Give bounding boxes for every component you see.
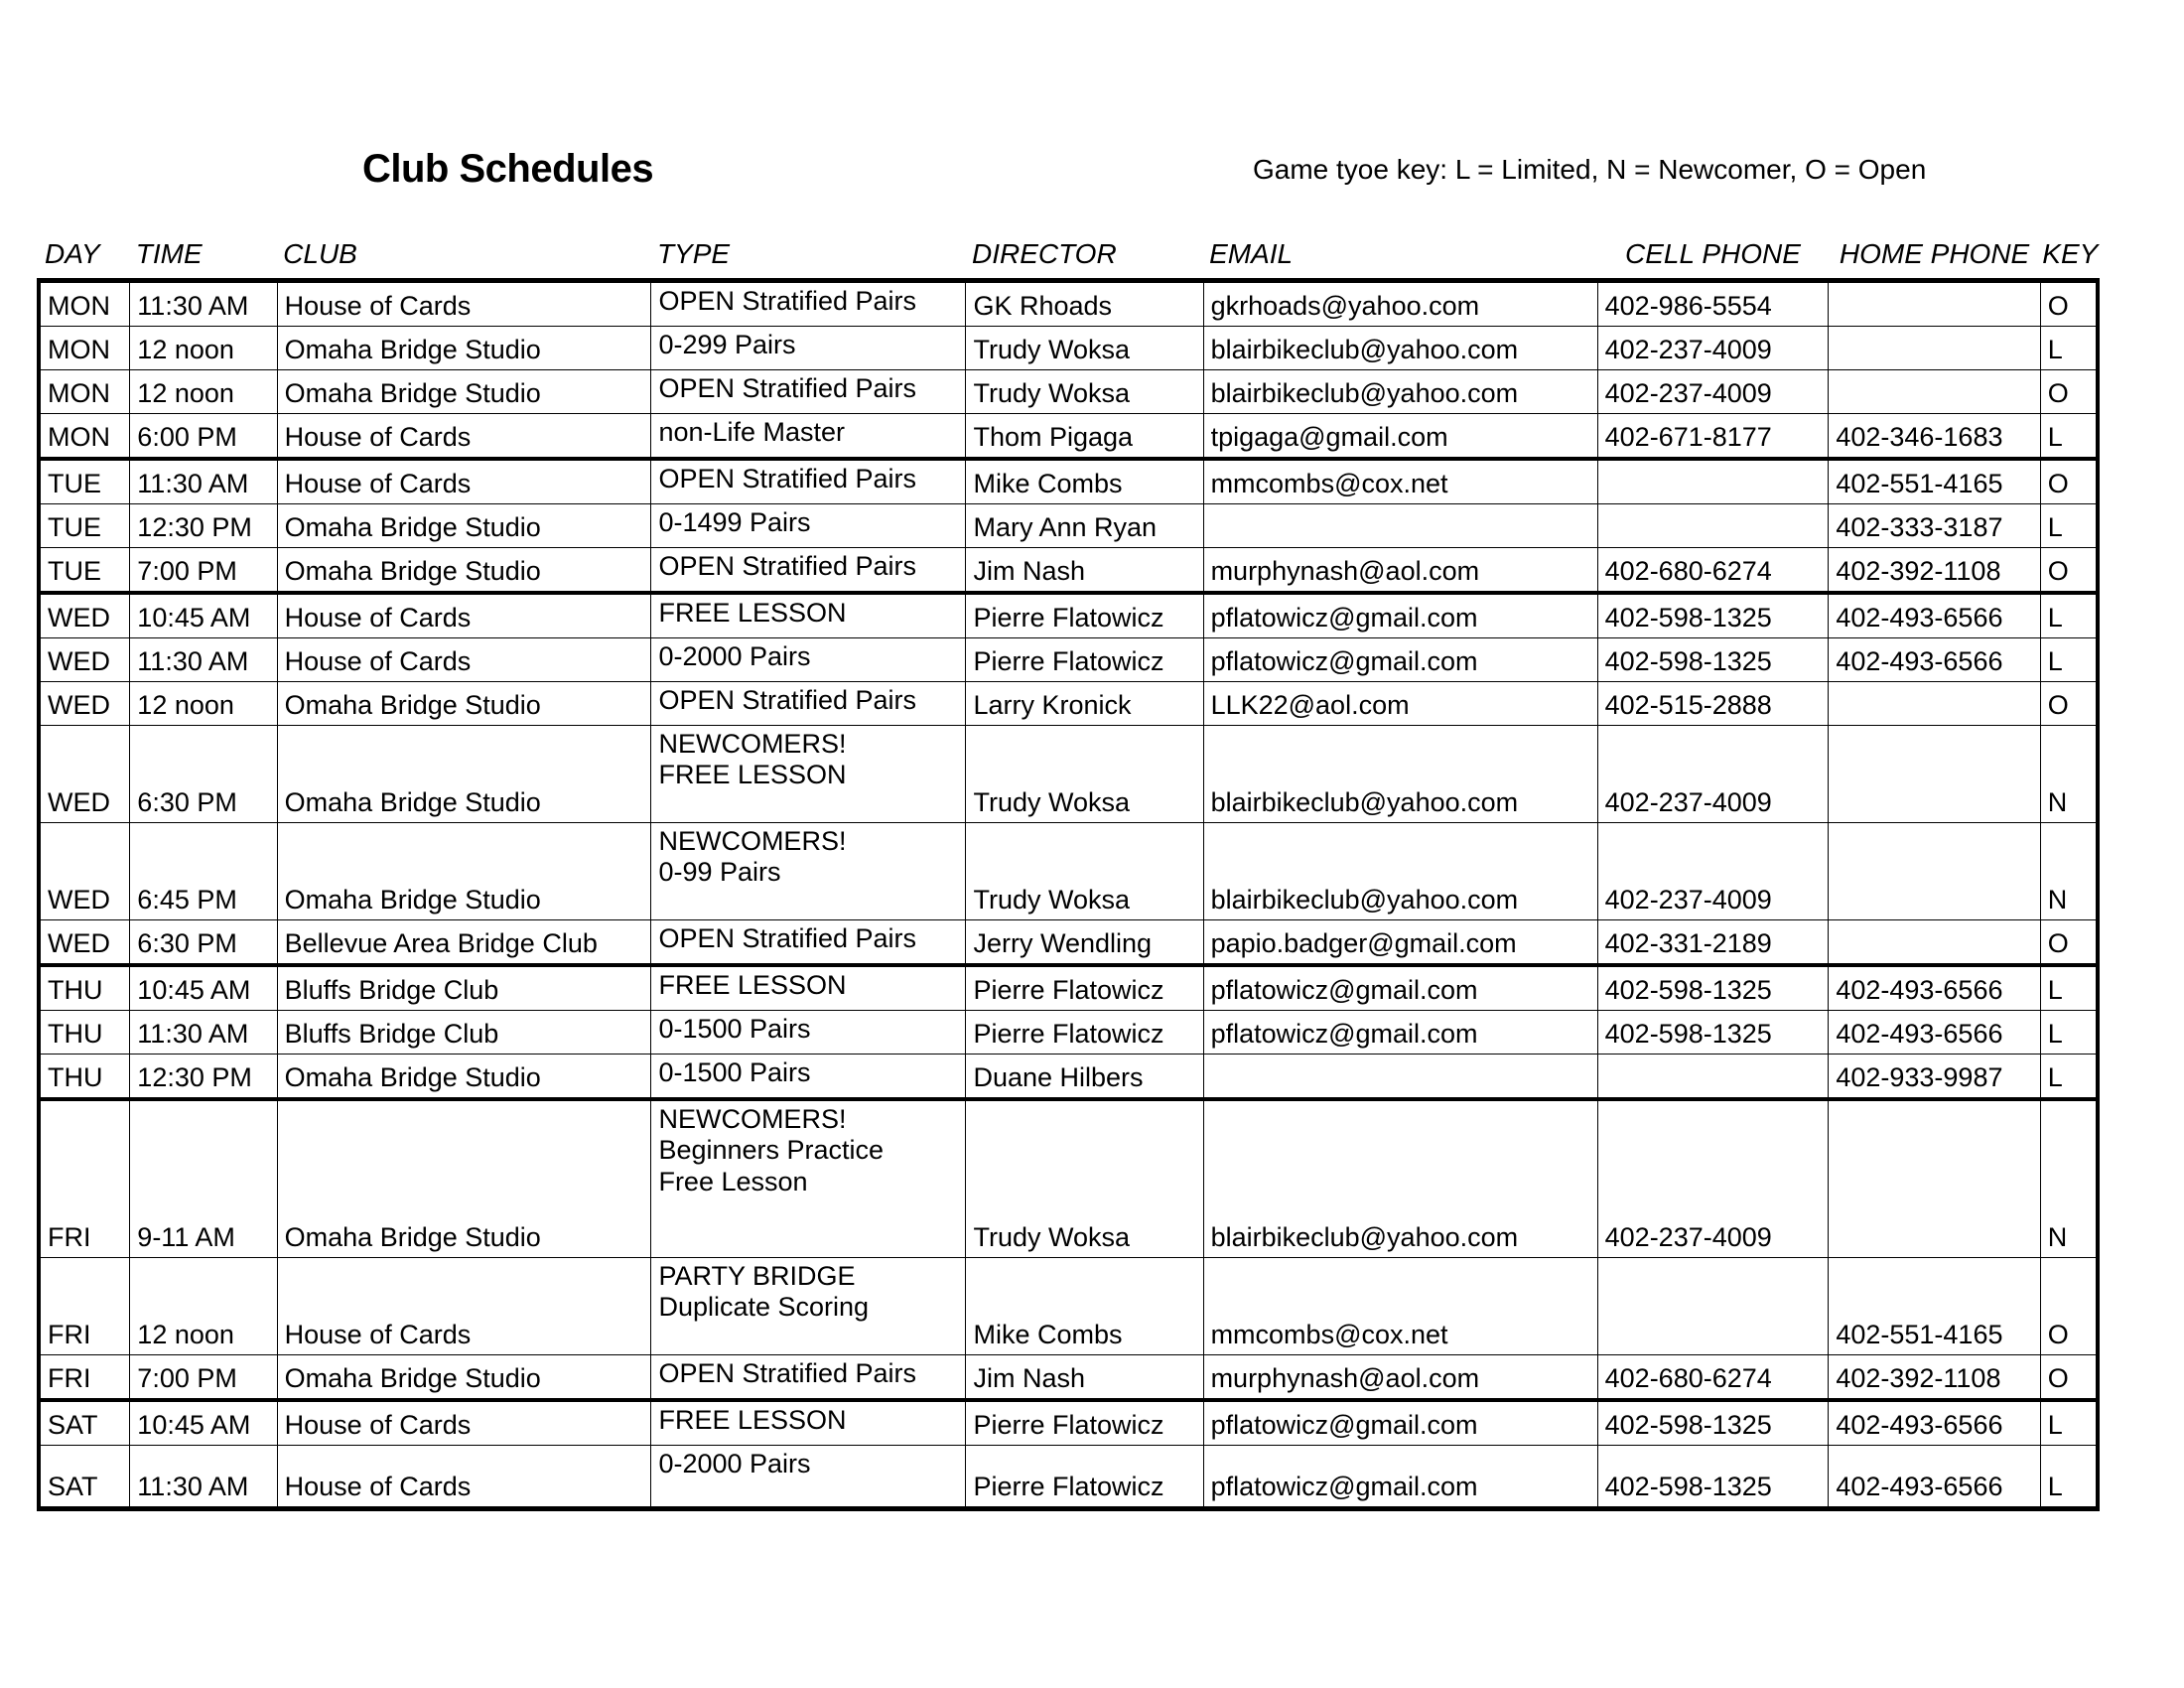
- cell-type: [651, 593, 966, 638]
- cell-home-phone: 402-493-6566: [1829, 1446, 2040, 1509]
- table-row: [39, 1355, 2098, 1401]
- cell-home-phone: 402-493-6566: [1829, 1400, 2040, 1446]
- cell-home-phone: 402-551-4165: [1829, 459, 2040, 504]
- cell-home-phone: 402-493-6566: [1829, 593, 2040, 638]
- cell-time: 12 noon: [130, 370, 277, 414]
- cell-key: L: [2040, 504, 2098, 548]
- cell-home-phone: [1829, 1099, 2040, 1258]
- cell-director: Jerry Wendling: [966, 920, 1203, 966]
- cell-day: SAT: [39, 1400, 130, 1446]
- cell-director: Thom Pigaga: [966, 414, 1203, 460]
- cell-club: Omaha Bridge Studio: [277, 370, 651, 414]
- cell-type: [651, 504, 966, 548]
- cell-director: Trudy Woksa: [966, 726, 1203, 823]
- cell-type-line: Free Lesson: [658, 1166, 808, 1196]
- cell-time: 6:00 PM: [130, 414, 277, 460]
- cell-type: [651, 823, 966, 920]
- cell-time: 11:30 AM: [130, 638, 277, 682]
- cell-day: THU: [39, 965, 130, 1011]
- table-row: [39, 414, 2098, 460]
- table-row: [39, 682, 2098, 726]
- cell-cell-phone: 402-237-4009: [1597, 1099, 1829, 1258]
- table-row: [39, 1446, 2098, 1509]
- cell-club: Omaha Bridge Studio: [277, 504, 651, 548]
- cell-email: LLK22@aol.com: [1203, 682, 1597, 726]
- cell-director: Pierre Flatowicz: [966, 638, 1203, 682]
- cell-email: pflatowicz@gmail.com: [1203, 1446, 1597, 1509]
- column-header-club: CLUB: [283, 238, 357, 269]
- cell-director: Pierre Flatowicz: [966, 1446, 1203, 1509]
- cell-time: 6:45 PM: [130, 823, 277, 920]
- cell-cell-phone: 402-598-1325: [1597, 593, 1829, 638]
- cell-cell-phone: [1597, 504, 1829, 548]
- table-row: [39, 920, 2098, 966]
- cell-email: tpigaga@gmail.com: [1203, 414, 1597, 460]
- cell-email: [1203, 1055, 1597, 1100]
- cell-cell-phone: 402-598-1325: [1597, 1011, 1829, 1055]
- cell-email: murphynash@aol.com: [1203, 1355, 1597, 1401]
- cell-email: mmcombs@cox.net: [1203, 459, 1597, 504]
- cell-director: Jim Nash: [966, 1355, 1203, 1401]
- table-row: [39, 327, 2098, 370]
- table-header-row: [39, 238, 2098, 281]
- cell-director: Trudy Woksa: [966, 1099, 1203, 1258]
- cell-club: House of Cards: [277, 281, 651, 327]
- cell-day: MON: [39, 327, 130, 370]
- cell-home-phone: [1829, 726, 2040, 823]
- cell-type-line: OPEN Stratified Pairs: [658, 1358, 917, 1388]
- cell-type: [651, 1446, 966, 1509]
- cell-day: WED: [39, 638, 130, 682]
- cell-type-line: OPEN Stratified Pairs: [658, 551, 917, 581]
- cell-cell-phone: 402-680-6274: [1597, 1355, 1829, 1401]
- cell-home-phone: 402-493-6566: [1829, 638, 2040, 682]
- cell-home-phone: [1829, 370, 2040, 414]
- cell-email: pflatowicz@gmail.com: [1203, 593, 1597, 638]
- page-header: [0, 147, 2184, 199]
- cell-director: Trudy Woksa: [966, 823, 1203, 920]
- column-header-type: TYPE: [656, 238, 731, 269]
- cell-key: O: [2040, 548, 2098, 594]
- cell-club: House of Cards: [277, 414, 651, 460]
- cell-day: WED: [39, 682, 130, 726]
- column-header-day: DAY: [45, 238, 100, 269]
- cell-cell-phone: 402-598-1325: [1597, 1400, 1829, 1446]
- cell-day: MON: [39, 414, 130, 460]
- table-row: [39, 965, 2098, 1011]
- cell-cell-phone: 402-237-4009: [1597, 370, 1829, 414]
- cell-club: House of Cards: [277, 1400, 651, 1446]
- cell-home-phone: 402-333-3187: [1829, 504, 2040, 548]
- cell-type-line: 0-1499 Pairs: [658, 507, 811, 537]
- cell-type: [651, 682, 966, 726]
- cell-home-phone: [1829, 327, 2040, 370]
- cell-email: pflatowicz@gmail.com: [1203, 638, 1597, 682]
- cell-director: Pierre Flatowicz: [966, 1011, 1203, 1055]
- cell-type-line: 0-1500 Pairs: [658, 1057, 811, 1087]
- cell-director: Jim Nash: [966, 548, 1203, 594]
- cell-email: [1203, 504, 1597, 548]
- page-title: Club Schedules: [362, 147, 654, 191]
- cell-key: O: [2040, 920, 2098, 966]
- table-row: [39, 593, 2098, 638]
- table-row: [39, 459, 2098, 504]
- table-row: [39, 1099, 2098, 1258]
- cell-time: 11:30 AM: [130, 281, 277, 327]
- cell-club: Bluffs Bridge Club: [277, 1011, 651, 1055]
- cell-type-line: 0-2000 Pairs: [658, 641, 811, 671]
- cell-home-phone: [1829, 823, 2040, 920]
- cell-type: [651, 638, 966, 682]
- cell-day: THU: [39, 1011, 130, 1055]
- cell-cell-phone: 402-515-2888: [1597, 682, 1829, 726]
- cell-home-phone: 402-493-6566: [1829, 965, 2040, 1011]
- cell-key: L: [2040, 965, 2098, 1011]
- cell-email: pflatowicz@gmail.com: [1203, 1011, 1597, 1055]
- cell-director: Duane Hilbers: [966, 1055, 1203, 1100]
- cell-cell-phone: 402-237-4009: [1597, 726, 1829, 823]
- cell-time: 6:30 PM: [130, 726, 277, 823]
- cell-cell-phone: 402-598-1325: [1597, 965, 1829, 1011]
- cell-key: N: [2040, 1099, 2098, 1258]
- cell-email: blairbikeclub@yahoo.com: [1203, 726, 1597, 823]
- cell-time: 12 noon: [130, 1258, 277, 1355]
- table-row: [39, 1400, 2098, 1446]
- cell-cell-phone: 402-598-1325: [1597, 1446, 1829, 1509]
- cell-club: Omaha Bridge Studio: [277, 726, 651, 823]
- column-header-home-phone: HOME PHONE: [1839, 238, 2030, 269]
- cell-type-line: NEWCOMERS!: [658, 826, 847, 856]
- cell-director: Mary Ann Ryan: [966, 504, 1203, 548]
- cell-director: Pierre Flatowicz: [966, 965, 1203, 1011]
- cell-email: pflatowicz@gmail.com: [1203, 965, 1597, 1011]
- cell-email: murphynash@aol.com: [1203, 548, 1597, 594]
- cell-key: L: [2040, 327, 2098, 370]
- cell-email: mmcombs@cox.net: [1203, 1258, 1597, 1355]
- cell-type: [651, 1400, 966, 1446]
- cell-type-line: NEWCOMERS!: [658, 1104, 847, 1134]
- cell-day: MON: [39, 281, 130, 327]
- cell-cell-phone: 402-680-6274: [1597, 548, 1829, 594]
- table-row: [39, 548, 2098, 594]
- cell-time: 9-11 AM: [130, 1099, 277, 1258]
- cell-club: Omaha Bridge Studio: [277, 548, 651, 594]
- table-row: [39, 638, 2098, 682]
- column-header-director: DIRECTOR: [971, 238, 1117, 269]
- table-row: [39, 1055, 2098, 1100]
- schedule-table-container: [37, 238, 2100, 1511]
- cell-key: L: [2040, 414, 2098, 460]
- cell-day: WED: [39, 823, 130, 920]
- table-body: [39, 281, 2098, 1509]
- cell-club: House of Cards: [277, 1258, 651, 1355]
- cell-time: 11:30 AM: [130, 1011, 277, 1055]
- cell-type-line: 0-1500 Pairs: [658, 1014, 811, 1044]
- cell-time: 10:45 AM: [130, 965, 277, 1011]
- cell-time: 12 noon: [130, 327, 277, 370]
- cell-director: Trudy Woksa: [966, 327, 1203, 370]
- cell-cell-phone: 402-331-2189: [1597, 920, 1829, 966]
- column-header-email: EMAIL: [1209, 238, 1294, 269]
- cell-type-line: non-Life Master: [658, 417, 846, 447]
- cell-type: [651, 548, 966, 594]
- cell-type: [651, 1055, 966, 1100]
- cell-key: O: [2040, 281, 2098, 327]
- cell-type: [651, 281, 966, 327]
- cell-type-line: OPEN Stratified Pairs: [658, 464, 917, 493]
- cell-type-line: PARTY BRIDGE: [658, 1261, 856, 1291]
- cell-key: L: [2040, 1400, 2098, 1446]
- cell-home-phone: 402-933-9987: [1829, 1055, 2040, 1100]
- cell-email: blairbikeclub@yahoo.com: [1203, 370, 1597, 414]
- cell-type: [651, 370, 966, 414]
- cell-time: 12:30 PM: [130, 1055, 277, 1100]
- cell-director: Mike Combs: [966, 459, 1203, 504]
- cell-key: L: [2040, 1011, 2098, 1055]
- cell-home-phone: [1829, 682, 2040, 726]
- cell-director: Trudy Woksa: [966, 370, 1203, 414]
- cell-time: 10:45 AM: [130, 1400, 277, 1446]
- cell-key: N: [2040, 726, 2098, 823]
- cell-type-line: FREE LESSON: [658, 760, 847, 790]
- cell-type: [651, 965, 966, 1011]
- cell-home-phone: 402-392-1108: [1829, 1355, 2040, 1401]
- cell-type-line: FREE LESSON: [658, 1405, 847, 1435]
- cell-cell-phone: 402-237-4009: [1597, 327, 1829, 370]
- column-header-cell-phone: CELL PHONE: [1625, 238, 1801, 269]
- cell-type: [651, 726, 966, 823]
- cell-type-line: Duplicate Scoring: [658, 1292, 870, 1323]
- cell-director: Mike Combs: [966, 1258, 1203, 1355]
- cell-club: Omaha Bridge Studio: [277, 327, 651, 370]
- table-row: [39, 823, 2098, 920]
- cell-club: Bellevue Area Bridge Club: [277, 920, 651, 966]
- cell-club: House of Cards: [277, 593, 651, 638]
- cell-club: Omaha Bridge Studio: [277, 1055, 651, 1100]
- cell-day: SAT: [39, 1446, 130, 1509]
- column-header-time: TIME: [135, 238, 203, 269]
- table-row: [39, 370, 2098, 414]
- cell-home-phone: 402-551-4165: [1829, 1258, 2040, 1355]
- cell-day: WED: [39, 726, 130, 823]
- cell-key: N: [2040, 823, 2098, 920]
- cell-day: THU: [39, 1055, 130, 1100]
- cell-cell-phone: [1597, 1258, 1829, 1355]
- cell-home-phone: 402-493-6566: [1829, 1011, 2040, 1055]
- cell-type-line: FREE LESSON: [658, 970, 847, 1000]
- cell-cell-phone: 402-671-8177: [1597, 414, 1829, 460]
- cell-email: pflatowicz@gmail.com: [1203, 1400, 1597, 1446]
- cell-club: House of Cards: [277, 638, 651, 682]
- club-schedule-table: [37, 238, 2100, 1511]
- cell-director: Pierre Flatowicz: [966, 593, 1203, 638]
- cell-day: WED: [39, 593, 130, 638]
- cell-key: L: [2040, 1055, 2098, 1100]
- cell-club: House of Cards: [277, 459, 651, 504]
- cell-day: WED: [39, 920, 130, 966]
- cell-club: Omaha Bridge Studio: [277, 682, 651, 726]
- cell-time: 7:00 PM: [130, 1355, 277, 1401]
- cell-type-line: OPEN Stratified Pairs: [658, 286, 917, 316]
- cell-type-line: Beginners Practice: [658, 1135, 885, 1166]
- cell-club: Omaha Bridge Studio: [277, 1355, 651, 1401]
- column-header-key: KEY: [2042, 238, 2099, 269]
- cell-key: L: [2040, 1446, 2098, 1509]
- cell-day: MON: [39, 370, 130, 414]
- cell-club: Omaha Bridge Studio: [277, 1099, 651, 1258]
- cell-day: TUE: [39, 548, 130, 594]
- cell-time: 11:30 AM: [130, 459, 277, 504]
- cell-cell-phone: 402-237-4009: [1597, 823, 1829, 920]
- cell-email: gkrhoads@yahoo.com: [1203, 281, 1597, 327]
- table-row: [39, 1011, 2098, 1055]
- cell-time: 12 noon: [130, 682, 277, 726]
- cell-key: O: [2040, 1355, 2098, 1401]
- game-type-key-legend: Game tyoe key: L = Limited, N = Newcomer, O = Open: [1253, 154, 1927, 185]
- cell-email: papio.badger@gmail.com: [1203, 920, 1597, 966]
- table-row: [39, 281, 2098, 327]
- cell-type-line: 0-2000 Pairs: [658, 1449, 811, 1478]
- table-row: [39, 504, 2098, 548]
- cell-time: 11:30 AM: [130, 1446, 277, 1509]
- cell-cell-phone: 402-598-1325: [1597, 638, 1829, 682]
- cell-type-line: 0-99 Pairs: [658, 857, 781, 888]
- table-row: [39, 1258, 2098, 1355]
- table-header: [39, 238, 2098, 281]
- cell-key: L: [2040, 593, 2098, 638]
- cell-email: blairbikeclub@yahoo.com: [1203, 823, 1597, 920]
- cell-type-line: OPEN Stratified Pairs: [658, 923, 917, 953]
- cell-club: House of Cards: [277, 1446, 651, 1509]
- cell-home-phone: 402-346-1683: [1829, 414, 2040, 460]
- cell-time: 6:30 PM: [130, 920, 277, 966]
- cell-home-phone: [1829, 281, 2040, 327]
- cell-director: GK Rhoads: [966, 281, 1203, 327]
- cell-type-line: NEWCOMERS!: [658, 729, 847, 759]
- cell-type: [651, 459, 966, 504]
- cell-key: O: [2040, 459, 2098, 504]
- cell-key: L: [2040, 638, 2098, 682]
- cell-day: FRI: [39, 1258, 130, 1355]
- cell-type-line: 0-299 Pairs: [658, 330, 796, 359]
- cell-type: [651, 1258, 966, 1355]
- cell-type: [651, 327, 966, 370]
- cell-club: Omaha Bridge Studio: [277, 823, 651, 920]
- cell-email: blairbikeclub@yahoo.com: [1203, 327, 1597, 370]
- cell-director: Larry Kronick: [966, 682, 1203, 726]
- cell-type: [651, 1011, 966, 1055]
- cell-cell-phone: 402-986-5554: [1597, 281, 1829, 327]
- table-row: [39, 726, 2098, 823]
- cell-home-phone: 402-392-1108: [1829, 548, 2040, 594]
- cell-type: [651, 1355, 966, 1401]
- cell-key: O: [2040, 1258, 2098, 1355]
- cell-type-line: OPEN Stratified Pairs: [658, 373, 917, 403]
- cell-type: [651, 1099, 966, 1258]
- cell-time: 7:00 PM: [130, 548, 277, 594]
- cell-day: FRI: [39, 1355, 130, 1401]
- cell-director: Pierre Flatowicz: [966, 1400, 1203, 1446]
- cell-day: TUE: [39, 459, 130, 504]
- cell-key: O: [2040, 682, 2098, 726]
- cell-type: [651, 414, 966, 460]
- cell-email: blairbikeclub@yahoo.com: [1203, 1099, 1597, 1258]
- cell-home-phone: [1829, 920, 2040, 966]
- cell-type: [651, 920, 966, 966]
- cell-cell-phone: [1597, 459, 1829, 504]
- cell-cell-phone: [1597, 1055, 1829, 1100]
- cell-day: TUE: [39, 504, 130, 548]
- cell-type-line: OPEN Stratified Pairs: [658, 685, 917, 715]
- cell-time: 12:30 PM: [130, 504, 277, 548]
- cell-day: FRI: [39, 1099, 130, 1258]
- cell-type-line: FREE LESSON: [658, 598, 847, 628]
- cell-time: 10:45 AM: [130, 593, 277, 638]
- cell-club: Bluffs Bridge Club: [277, 965, 651, 1011]
- cell-key: O: [2040, 370, 2098, 414]
